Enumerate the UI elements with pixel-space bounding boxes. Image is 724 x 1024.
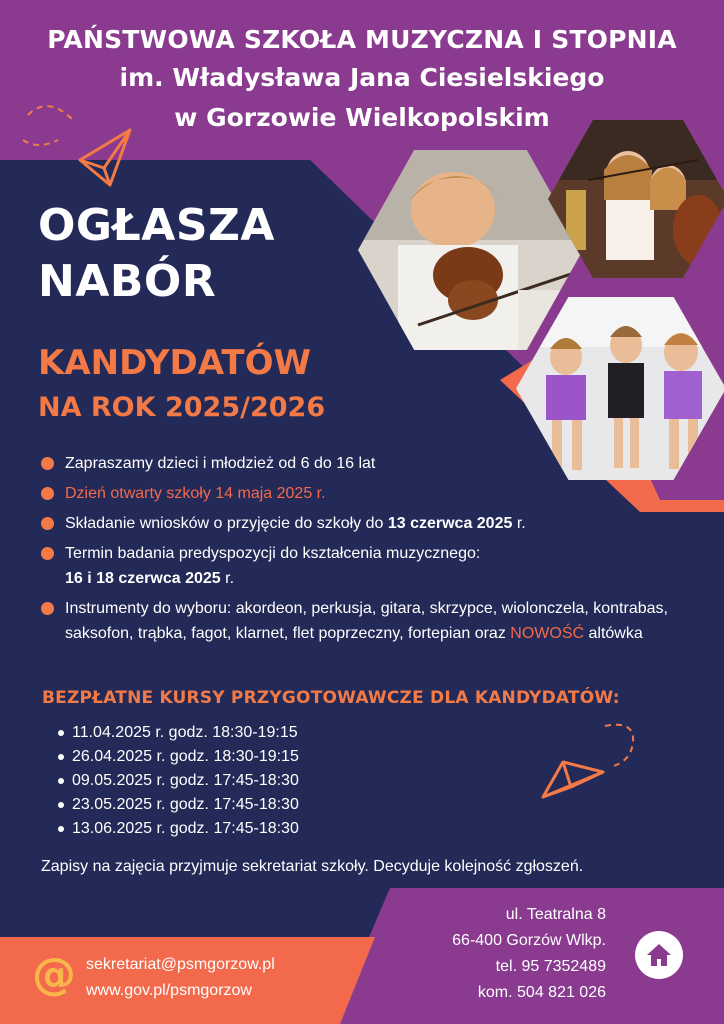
info-item-text: Dzień otwarty szkoły 14 maja 2025 r.: [65, 485, 326, 502]
info-item-open-day: [40, 481, 690, 506]
new-badge: NOWOŚĆ: [510, 625, 585, 642]
info-item-suffix: altówka: [584, 625, 643, 642]
enrollment-note: Zapisy na zajęcia przyjmuje sekretariat szkoły. Decyduje kolejność zgłoszeń.: [41, 858, 584, 875]
subheadline: [38, 338, 325, 428]
bullet-dot: [41, 487, 54, 500]
info-item-suffix: r.: [512, 515, 526, 532]
address-city: 66-400 Gorzów Wlkp.: [452, 932, 606, 949]
info-item-date: 16 i 18 czerwca 2025: [65, 570, 221, 587]
headline: [38, 198, 275, 310]
info-item-date: 13 czerwca 2025: [387, 515, 513, 532]
website-link[interactable]: www.gov.pl/psmgorzow: [86, 982, 252, 999]
info-item-text: Zapraszamy dzieci i młodzież od 6 do 16 lat: [65, 455, 376, 472]
address-street: ul. Teatralna 8: [505, 906, 606, 923]
subheadline-line2: NA ROK 2025/2026: [38, 392, 326, 423]
list-item: 09.05.2025 r. godz. 17:45-18:30: [58, 769, 299, 793]
online-contact: [86, 952, 275, 1004]
bullet-dot: [41, 457, 54, 470]
school-name-line3: w Gorzowie Wielkopolskim: [174, 103, 550, 132]
info-item-suffix: r.: [220, 570, 235, 587]
subheadline-line1: KANDYDATÓW: [38, 343, 311, 383]
bullet-dot: [41, 547, 54, 560]
phone-number: tel. 95 7352489: [495, 958, 606, 975]
address-block: [400, 902, 606, 1006]
courses-heading: BEZPŁATNE KURSY PRZYGOTOWAWCZE DLA KANDYDATÓW:: [42, 688, 620, 708]
email-link[interactable]: sekretariat@psmgorzow.pl: [86, 956, 275, 973]
mobile-number: kom. 504 821 026: [477, 984, 606, 1001]
list-item: 13.06.2025 r. godz. 17:45-18:30: [58, 817, 299, 841]
info-item-text: Składanie wniosków o przyjęcie do szkoły do: [65, 515, 388, 532]
info-item-age: [40, 451, 690, 476]
courses-list: [58, 721, 299, 841]
paper-plane-icon: [535, 712, 655, 812]
school-name-line2: im. Władysława Jana Ciesielskiego: [119, 63, 605, 92]
info-item-applications: [40, 511, 690, 536]
info-item-instruments: [40, 596, 690, 646]
list-item: 26.04.2025 r. godz. 18:30-19:15: [58, 745, 299, 769]
home-icon: [635, 931, 683, 979]
list-item: 11.04.2025 r. godz. 18:30-19:15: [58, 721, 299, 745]
info-item-text: Termin badania predyspozycji do kształcenia muzycznego:: [65, 545, 481, 562]
headline-line2: NABÓR: [38, 256, 217, 307]
info-item-text: Instrumenty do wyboru: akordeon, perkusja, gitara, skrzypce, wiolonczela, kontrabas, saksofon, trąbka, fagot, klarnet, flet poprzeczny, fortepian oraz: [65, 600, 668, 642]
bullet-dot: [41, 517, 54, 530]
at-icon: @: [32, 949, 76, 1000]
bullet-dot: [41, 602, 54, 615]
list-item: 23.05.2025 r. godz. 17:45-18:30: [58, 793, 299, 817]
info-item-exam: [40, 541, 690, 591]
school-name-line1: PAŃSTWOWA SZKOŁA MUZYCZNA I STOPNIA: [47, 25, 677, 54]
headline-line1: OGŁASZA: [38, 200, 275, 251]
info-list: [40, 451, 690, 651]
paper-plane-icon: [18, 95, 138, 195]
